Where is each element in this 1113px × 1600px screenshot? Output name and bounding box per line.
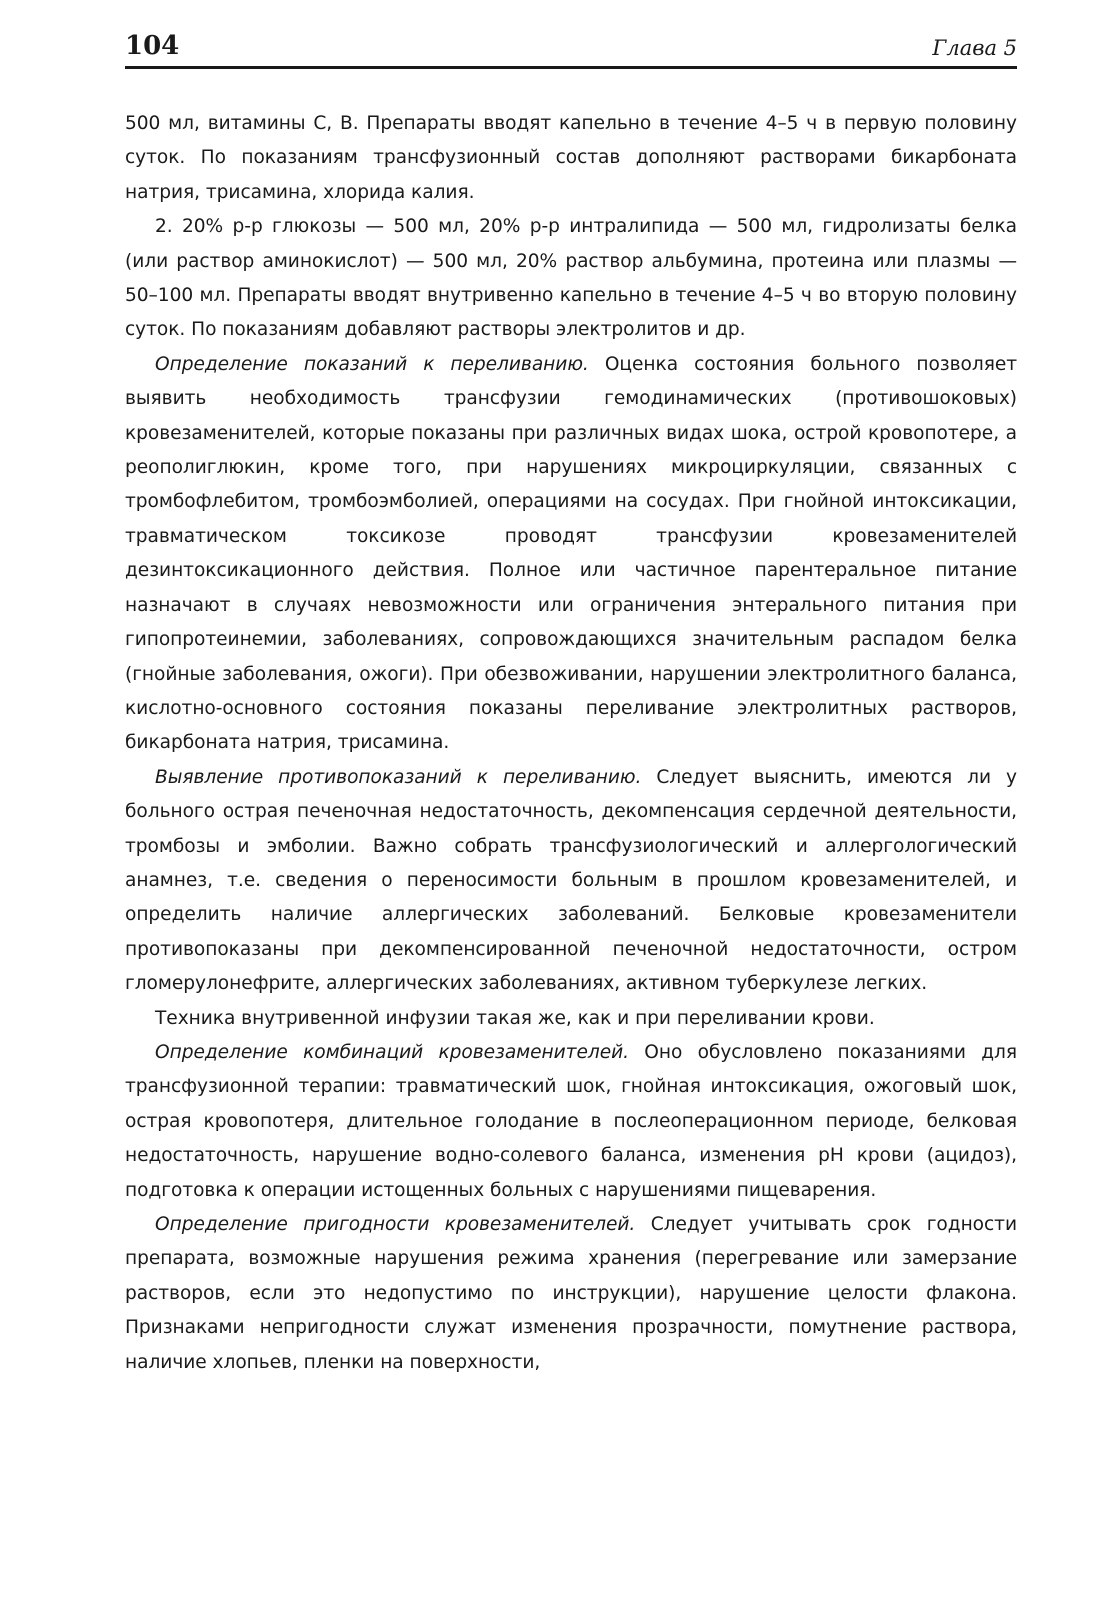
book-page: [125, 28, 1017, 1380]
paragraph-text: Техника внутривенной инфузии такая же, как и при переливании крови.: [155, 1007, 875, 1029]
paragraph: [125, 348, 1017, 761]
paragraph-text: Следует учитывать срок годности препарата, возможные нарушения режима хранения (перегревание или замерзание растворов, если это недопустимо по инструкции), нарушение целости флакона. Признаками непригодности служат изменения прозрачности, помутнение раствора, наличие хлопьев, пленки на поверхности,: [125, 1214, 1017, 1373]
paragraph: [125, 107, 1017, 210]
page-number: 104: [125, 31, 180, 61]
paragraph-lead: Выявление противопоказаний к переливанию.: [155, 766, 642, 788]
paragraph-lead: Определение пригодности кровезаменителей.: [155, 1214, 636, 1235]
paragraph: [125, 1036, 1017, 1208]
body-text: [125, 107, 1017, 1380]
paragraph-text: 500 мл, витамины С, В. Препараты вводят капельно в течение 4–5 ч в первую половину суток. По показаниям трансфузионный состав дополняют растворами бикарбоната натрия, трисамина, хлорида калия.: [125, 113, 1017, 203]
paragraph: [125, 761, 1017, 1002]
paragraph: [125, 1002, 1017, 1036]
running-header: [125, 28, 1017, 69]
paragraph-lead: Определение комбинаций кровезаменителей.: [155, 1041, 629, 1063]
chapter-title: Глава 5: [932, 36, 1017, 60]
paragraph-text: 2. 20% р-р глюкозы — 500 мл, 20% р-р интралипида — 500 мл, гидролизаты белка (или раствор аминокислот) — 500 мл, 20% раствор альбумина, протеина или плазмы — 50–100 мл. Препараты вводят внутривенно капельно в течение 4–5 ч во вторую половину суток. По показаниям добавляют растворы электролитов и др.: [125, 216, 1017, 341]
paragraph-lead: Определение показаний к переливанию.: [155, 353, 589, 375]
paragraph: [125, 1208, 1017, 1380]
paragraph-text: Следует выяснить, имеются ли у больного острая печеночная недостаточность, декомпенсация сердечной деятельности, тромбозы и эмболии. Важно собрать трансфузиологический и аллергологический анамнез, т.е. сведения о переносимости больным в прошлом кровезаменителей, и определить наличие аллергических заболеваний. Белковые кровезаменители противопоказаны при декомпенсированной печеночной недостаточности, остром гломерулонефрите, аллергических заболеваниях, активном туберкулезе легких.: [125, 766, 1017, 995]
paragraph-text: Оно обусловлено показаниями для трансфузионной терапии: травматический шок, гнойная интоксикация, ожоговый шок, острая кровопотеря, длительное голодание в послеоперационном периоде, белковая недостаточность, нарушение водно-солевого баланса, изменения pH крови (ацидоз), подготовка к операции истощенных больных с нарушениями пищеварения.: [125, 1041, 1017, 1201]
paragraph: [125, 210, 1017, 348]
paragraph-text: Оценка состояния больного позволяет выявить необходимость трансфузии гемодинамических (противошоковых) кровезаменителей, которые показаны при различных видах шока, острой кровопотере, а реополиглюкин, кроме того, при нарушениях микроциркуляции, связанных с тромбофлебитом, тромбоэмболией, операциями на сосудах. При гнойной интоксикации, травматическом токсикозе проводят трансфузии кровезаменителей дезинтоксикационного действия. Полное или частичное парентеральное питание назначают в случаях невозможности или ограничения энтерального питания при гипопротеинемии, заболеваниях, сопровождающихся значительным распадом белка (гнойные заболевания, ожоги). При обезвоживании, нарушении электролитного баланса, кислотно-основного состояния показаны переливание электролитных растворов, бикарбоната натрия, трисамина.: [125, 353, 1017, 754]
